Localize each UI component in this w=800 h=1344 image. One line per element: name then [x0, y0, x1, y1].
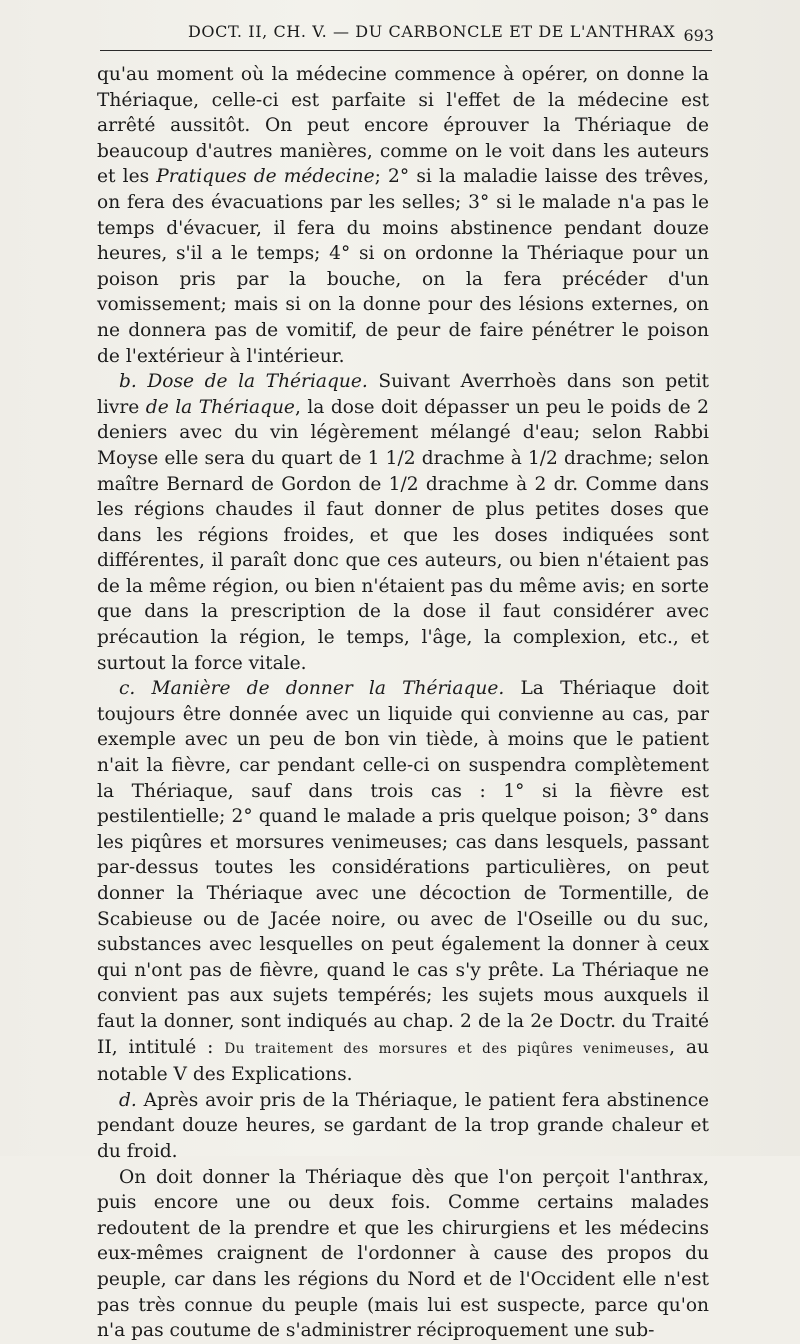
paragraph-maniere-text: La Thériaque doit toujours être donnée avec un liquide qui convienne au cas, par exemple avec un peu de bon vin tiède, à moins que le patient n'ait la fièvre, car pendant celle-ci on suspendra complètement la Thériaque, sauf dans trois cas : 1° si la fièvre est pestilentielle; 2° quand le malade a pris quelque poison; 3° dans les piqûres et morsures venimeuses; cas dans lesquels, passant par-dessus toutes les considérations particulières, on peut donner la Thériaque avec une décoction de Tormentille, de Scabieuse ou de Jacée noire, ou avec de l'Oseille ou du suc, substances avec lesquelles on peut également la donner à ceux qui n'ont pas de fièvre, quand le cas s'y prête. La Thériaque ne convient pas aux sujets tempérés; les sujets mous auxquels il faut la donner, sont indiqués au chap. 2 de la 2e Doctr. du Traité II, intitulé :: [97, 678, 709, 1058]
paragraph-1-end: ; 2° si la maladie laisse des trêves, on fera des évacuations par les selles; 3° si le malade n'a pas le temps d'évacuer, il fera du moins abstinence pendant douze heures, s'il a le temps; 4° si on ordonne la Thériaque pour un poison pris par la bouche, on la fera précéder d'un vomissement; mais si on la donne pour des lésions externes, on ne donnera pas de vomitif, de peur de faire pénétrer le poison de l'extérieur à l'intérieur.: [97, 166, 709, 367]
paragraph-apres-text: Après avoir pris de la Thériaque, le patient fera abstinence pendant douze heures, se gardant de la trop grande chaleur et du froid.: [97, 1089, 709, 1162]
paragraph-final-text: On doit donner la Thériaque dès que l'on perçoit l'anthrax, puis encore une ou deux fois. Comme certains malades redoutent de la prendre et que les chirurgiens et les médecins eux-mêmes craignent de l'ordonner à cause des propos du peuple, car dans les régions du Nord et de l'Occident elle n'est pas très connue du peuple (mais lui est suspecte, parce qu'on n'a pas coutume de s'administrer réciproquement une sub-: [97, 1166, 709, 1342]
paragraph-dose-text-b: , la dose doit dépasser un peu le poids de 2 deniers avec du vin légèrement mélangé d'eau; selon Rabbi Moyse elle sera du quart de 1 1/2 drachme à 1/2 drachme; selon maître Bernard de Gordon de 1/2 drachme à 2 dr. Comme dans les régions chaudes il faut donner de plus petites doses que dans les régions froides, et que les doses indiquées sont différentes, il paraît donc que ces auteurs, ou bien n'étaient pas de la même région, ou bien n'étaient pas du même avis; en sorte que dans la prescription de la dose il faut considérer avec précaution la région, le temps, l'âge, la complexion, etc., et surtout la force vitale.: [97, 396, 709, 674]
header-rule: [100, 50, 712, 51]
paragraph-dose-text-a: Suivant Averrhoès dans son petit livre: [97, 371, 710, 418]
paragraph-dose: [97, 369, 709, 676]
paragraph-maniere: [97, 676, 709, 1088]
paragraph-1-text: qu'au moment où la médecine commence à opérer, on donne la Thériaque, celle-ci est parfaite si l'effet de la médecine est arrêté aussitôt. On peut encore éprouver la Thériaque de beaucoup d'autres manières, comme on le voit dans les auteurs et les: [97, 64, 709, 188]
running-head: DOCT. II, CH. V. — DU CARBONCLE ET DE L'ANTHRAX: [188, 22, 676, 41]
page-number: 693: [683, 26, 714, 45]
section-heading-b: b. Dose de la Thériaque.: [119, 371, 368, 393]
paragraph-1-italic: Pratiques de médecine: [156, 166, 375, 188]
paragraph-apres: [97, 1088, 709, 1165]
section-heading-c: c. Manière de donner la Thériaque.: [119, 678, 505, 700]
page-header: [100, 20, 720, 48]
paragraph-maniere-end: , au notable V des Explications.: [97, 1036, 709, 1086]
paragraph-final: [97, 1165, 709, 1344]
paragraph-maniere-smallcaps: Du traitement des morsures et des piqûres venimeuses: [224, 1040, 670, 1057]
body-text: [97, 62, 709, 1344]
section-heading-d: d.: [119, 1089, 137, 1111]
paragraph-dose-italic: de la Thériaque: [145, 396, 295, 418]
paragraph-1: [97, 62, 709, 369]
